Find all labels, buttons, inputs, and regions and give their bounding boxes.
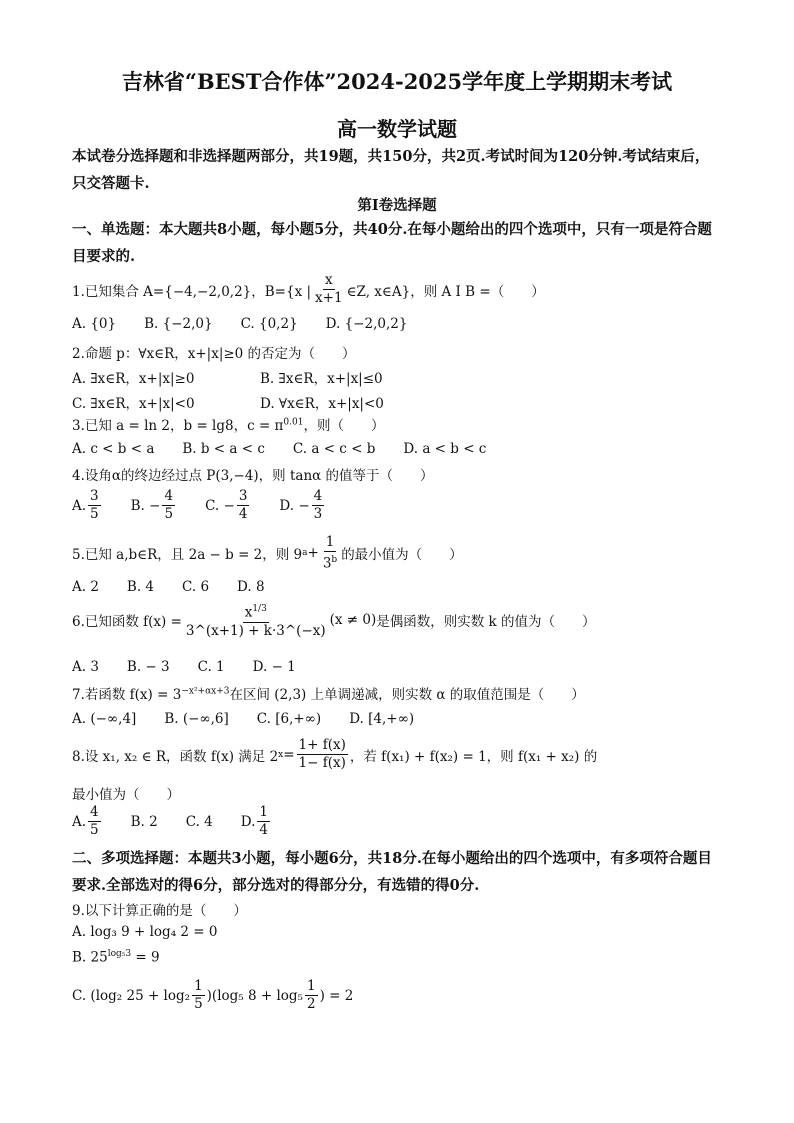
- q8-eq: =: [283, 746, 295, 763]
- q9-c-den2: 2: [306, 996, 316, 1012]
- q4-c-label: C. −: [205, 497, 235, 514]
- q5-exponent: a: [302, 548, 308, 559]
- exam-title: 吉林省“BEST合作体”2024-2025学年度上学期期末考试: [121, 69, 673, 94]
- q4-c-den: 4: [238, 506, 248, 522]
- q8-option-a: [72, 804, 103, 839]
- q2-option-b: B. ∃x∈R，x+|x|≤0: [260, 371, 383, 387]
- q9-option-a: A. log₃ 9 + log₄ 2 = 0: [72, 924, 218, 940]
- question-4: 4.设角α的终边经过点 P(3,−4)，则 tanα 的值等于（ ）: [72, 468, 434, 484]
- q4-a-num: 3: [90, 488, 99, 504]
- q5-option-d: D. 8: [237, 579, 265, 595]
- q9-c-den1: 5: [194, 996, 203, 1012]
- q7-options: [72, 711, 442, 727]
- q7-option-c: C. [6,+∞): [256, 711, 322, 727]
- q5-den-base: 3: [322, 555, 332, 572]
- q4-d-den: 3: [313, 506, 323, 522]
- q2-options-row1: [72, 367, 411, 387]
- q9-c-post: ) = 2: [319, 987, 354, 1004]
- question-3: [72, 414, 384, 434]
- q9-b-exp: log₅3: [107, 949, 132, 959]
- q5-stem-b: 的最小值为（ ）: [341, 547, 463, 564]
- question-5: [72, 534, 463, 573]
- q6-option-a: A. 3: [72, 659, 99, 675]
- q4-option-d: [279, 488, 326, 523]
- q6-condition: (x ≠ 0): [329, 612, 377, 629]
- q4-option-b: [131, 488, 177, 523]
- q5-num: 1: [325, 534, 335, 550]
- q6-stem-a: 6.已知函数 f(x) =: [72, 614, 182, 631]
- q8-a-label: A.: [72, 813, 87, 830]
- q2-option-c: C. ∃x∈R，x+|x|<0: [72, 396, 195, 412]
- q1-fraction: [313, 272, 345, 307]
- q4-d-num: 4: [313, 488, 323, 504]
- q4-b-fraction: [162, 488, 175, 523]
- q9-b-post: = 9: [131, 949, 160, 966]
- q9-c-num1: 1: [194, 978, 203, 994]
- q8-d-num: 1: [259, 804, 268, 820]
- q2-option-d: D. ∀x∈R，x+|x|<0: [260, 396, 384, 412]
- exam-instructions: 本试卷分选择题和非选择题两部分，共19题，共150分，共2页.考试时间为120分钟.考试结束后，只交答题卡.: [72, 148, 710, 192]
- q4-d-label: D. −: [279, 497, 310, 514]
- q8-stem-c: 最小值为（ ）: [72, 787, 180, 803]
- q3-stem-b: ，则（ ）: [303, 418, 385, 434]
- section-title: 第Ⅰ卷选择题: [357, 197, 437, 214]
- q8-fraction: [297, 737, 348, 772]
- q1-stem-b: ∈Z, x∈A}，则 A I B =（ ）: [346, 283, 545, 300]
- q6-option-c: C. 1: [197, 659, 225, 675]
- part2-header: 二、多项选择题：本题共3小题，每小题6分，共18分.在每小题给出的四个选项中，有多项符合题目要求.全部选对的得6分，部分选对的得部分分，有选错的得0分.: [72, 850, 712, 894]
- q1-option-b: B. {−2,0}: [144, 316, 213, 332]
- q1-option-d: D. {−2,0,2}: [325, 316, 408, 332]
- q5-option-b: B. 4: [126, 579, 155, 595]
- q3-option-d: D. a < b < c: [403, 441, 487, 457]
- q8-exponent: x: [278, 749, 284, 760]
- q5-plus: +: [307, 545, 319, 562]
- q7-stem-b: 在区间 (2,3) 上单调递减，则实数 α 的取值范围是（ ）: [229, 687, 585, 703]
- q4-options: [72, 488, 354, 523]
- q3-option-b: B. b < a < c: [182, 441, 265, 457]
- q4-b-den: 5: [164, 506, 174, 522]
- q9-b-pre: B. 25: [72, 949, 108, 966]
- q4-b-num: 4: [164, 488, 174, 504]
- q8-d-den: 4: [259, 822, 268, 838]
- q9-option-b: [72, 949, 160, 966]
- q9-c-num2: 1: [306, 978, 316, 994]
- q5-den: [321, 552, 339, 573]
- q6-options: [72, 659, 324, 675]
- exam-subtitle: 高一数学试题: [337, 117, 457, 141]
- q2-options-row2: [72, 392, 412, 412]
- q9-option-c: [72, 978, 353, 1013]
- question-7: [72, 683, 585, 703]
- q7-exponent: −x²+αx+3: [181, 686, 230, 697]
- q8-num: 1+ f(x): [298, 737, 346, 753]
- q1-options: [72, 316, 435, 332]
- question-1: [72, 272, 545, 307]
- q3-exponent: 0.01: [283, 417, 304, 428]
- q8-a-num: 4: [90, 804, 99, 820]
- q7-option-d: D. [4,+∞): [349, 711, 415, 727]
- q4-a-fraction: [88, 488, 101, 523]
- q3-option-c: C. a < c < b: [292, 441, 376, 457]
- q3-stem-a: 3.已知 a = ln 2，b = lg8，c = π: [72, 418, 284, 434]
- q1-denominator: x+1: [315, 290, 343, 306]
- q5-fraction: [321, 534, 339, 573]
- question-6: [72, 601, 596, 640]
- q8-options: [72, 804, 300, 839]
- q6-option-b: B. − 3: [126, 659, 170, 675]
- part1-header: 一、单选题：本大题共8小题，每小题5分，共40分.在每小题给出的四个选项中，只有一项是符合题目要求的.: [72, 221, 712, 265]
- q5-option-c: C. 6: [182, 579, 210, 595]
- q4-option-a: [72, 488, 103, 523]
- q8-d-label: D.: [240, 813, 256, 830]
- question-2: 2.命题 p：∀x∈R，x+|x|≥0 的否定为（ ）: [72, 346, 356, 362]
- q8-den: 1− f(x): [298, 755, 346, 771]
- q1-option-c: C. {0,2}: [240, 316, 298, 332]
- q7-option-a: A. (−∞,4]: [72, 711, 137, 727]
- q6-stem-b: 是偶函数，则实数 k 的值为（ ）: [376, 614, 596, 631]
- q5-options: [72, 579, 293, 595]
- q6-num-base: x: [244, 604, 253, 621]
- q5-stem-a: 5.已知 a,b∈R，且 2a − b = 2，则 9: [72, 547, 303, 564]
- q9-c-fraction1: [192, 978, 205, 1013]
- q8-option-b: B. 2: [130, 813, 158, 830]
- q6-den: 3^(x+1) + k·3^(−x): [185, 622, 326, 639]
- q4-a-label: A.: [72, 497, 87, 514]
- q8-a-fraction: [88, 804, 101, 839]
- q6-num-exp: 1/3: [252, 604, 267, 614]
- q6-option-d: D. − 1: [252, 659, 296, 675]
- q1-numerator: x: [324, 272, 333, 288]
- question-8: [72, 737, 597, 772]
- q7-stem-a: 7.若函数 f(x) = 3: [72, 687, 182, 703]
- q8-option-c: C. 4: [185, 813, 213, 830]
- q4-d-fraction: [312, 488, 325, 523]
- q1-option-a: A. {0}: [72, 316, 117, 332]
- q4-c-num: 3: [238, 488, 248, 504]
- q8-option-d: [241, 804, 272, 839]
- q8-d-fraction: [257, 804, 270, 839]
- q6-fraction: [184, 601, 328, 640]
- q1-stem-a: 1.已知集合 A={−4,−2,0,2}，B={x |: [72, 283, 312, 300]
- q9-c-pre: C. (log₂ 25 + log₂: [72, 987, 191, 1004]
- q4-b-label: B. −: [130, 497, 161, 514]
- question-9: 9.以下计算正确的是（ ）: [72, 903, 247, 919]
- q2-option-a: A. ∃x∈R，x+|x|≥0: [72, 371, 195, 387]
- q4-c-fraction: [237, 488, 250, 523]
- q4-option-c: [205, 488, 251, 523]
- q3-options: [72, 441, 514, 457]
- q6-num: [243, 601, 269, 623]
- q5-option-a: A. 2: [72, 579, 99, 595]
- q8-stem-a: 8.设 x₁, x₂ ∈ R，函数 f(x) 满足 2: [72, 748, 279, 765]
- q3-option-a: A. c < b < a: [72, 441, 155, 457]
- q5-den-exp: b: [331, 555, 338, 565]
- q9-c-fraction2: [305, 978, 318, 1013]
- q8-stem-b: ，若 f(x₁) + f(x₂) = 1，则 f(x₁ + x₂) 的: [349, 748, 598, 765]
- q4-a-den: 5: [90, 506, 99, 522]
- q9-c-mid: )(log₅ 8 + log₅: [206, 987, 303, 1004]
- q8-a-den: 5: [90, 822, 99, 838]
- q7-option-b: B. (−∞,6]: [164, 711, 229, 727]
